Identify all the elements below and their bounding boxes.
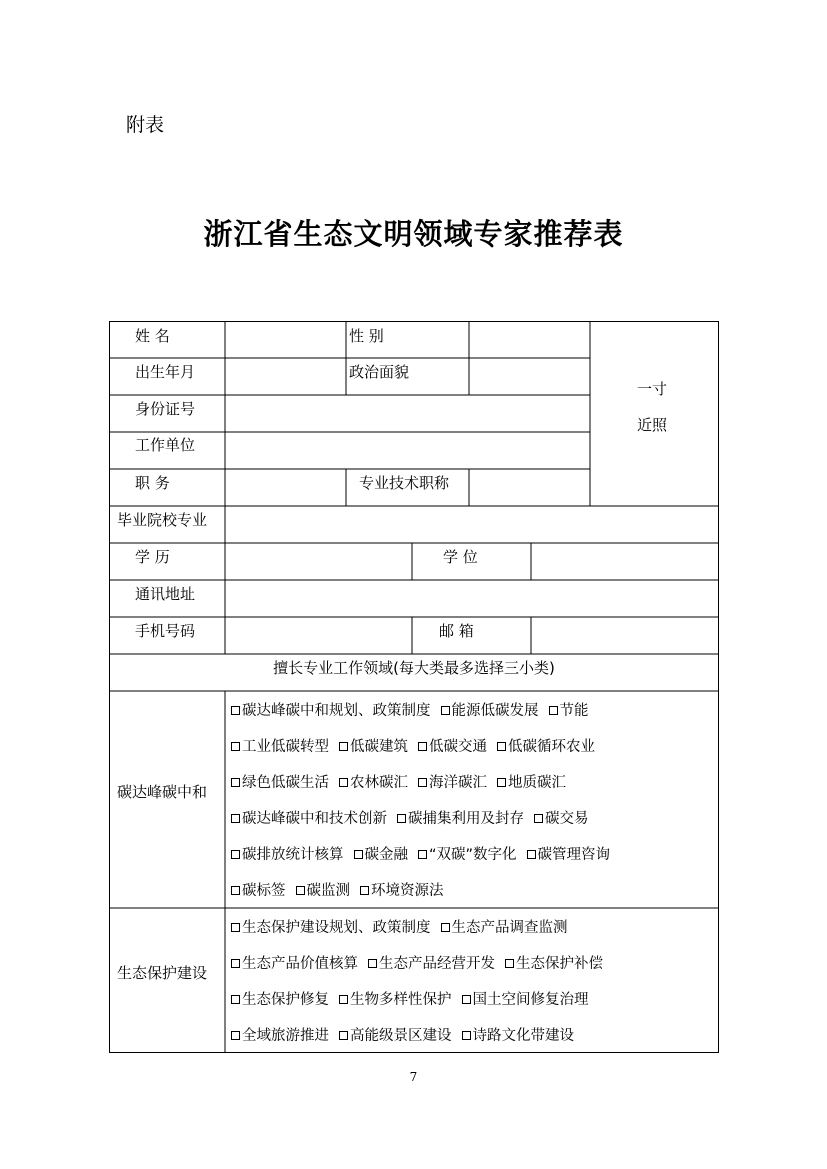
option-label: 碳监测 [306, 883, 350, 899]
label-name: 姓 名 [135, 327, 170, 345]
annex-label: 附表 [126, 114, 165, 136]
label-birth: 出生年月 [135, 363, 196, 381]
option-line [231, 773, 576, 793]
option-item[interactable] [441, 703, 539, 719]
option-item[interactable] [231, 775, 329, 791]
option-line [231, 701, 599, 721]
checkbox-icon[interactable] [339, 995, 348, 1004]
checkbox-icon[interactable] [231, 959, 240, 968]
option-item[interactable] [231, 992, 329, 1008]
label-graduated: 毕业院校专业 [117, 511, 208, 529]
category-ecology: 生态保护建设 [117, 964, 208, 982]
option-item[interactable] [360, 883, 444, 899]
option-item[interactable] [497, 775, 566, 791]
option-label: 绿色低碳生活 [242, 775, 329, 791]
checkbox-icon[interactable] [231, 886, 240, 895]
label-email: 邮 箱 [439, 622, 474, 640]
option-label: 海洋碳汇 [429, 775, 487, 791]
option-label: 生态保护建设规划、政策制度 [242, 920, 431, 936]
option-item[interactable] [296, 883, 351, 899]
option-line [231, 809, 599, 829]
option-label: 高能级景区建设 [350, 1028, 452, 1044]
option-line [231, 990, 599, 1010]
checkbox-icon[interactable] [231, 923, 240, 932]
checkbox-icon[interactable] [397, 814, 406, 823]
checkbox-icon[interactable] [231, 742, 240, 751]
option-item[interactable] [231, 811, 387, 827]
option-item[interactable] [462, 992, 589, 1008]
option-label: 碳管理咨询 [537, 847, 611, 863]
label-title-rank: 专业技术职称 [359, 474, 450, 492]
option-item[interactable] [527, 847, 611, 863]
checkbox-icon[interactable] [549, 706, 558, 715]
option-item[interactable] [462, 1028, 575, 1044]
option-item[interactable] [231, 883, 286, 899]
option-item[interactable] [354, 847, 409, 863]
option-line [231, 845, 620, 865]
checkbox-icon[interactable] [418, 850, 427, 859]
option-label: 碳捕集利用及封存 [408, 811, 524, 827]
option-item[interactable] [231, 847, 344, 863]
option-item[interactable] [505, 956, 603, 972]
form-grid [109, 321, 719, 1053]
label-address: 通讯地址 [135, 585, 196, 603]
checkbox-icon[interactable] [231, 850, 240, 859]
expertise-header: 擅长专业工作领域(每大类最多选择三小类) [273, 659, 555, 677]
checkbox-icon[interactable] [231, 778, 240, 787]
option-item[interactable] [441, 920, 568, 936]
option-line [231, 881, 454, 901]
checkbox-icon[interactable] [231, 995, 240, 1004]
label-phone: 手机号码 [135, 622, 196, 640]
option-label: 生态产品调查监测 [451, 920, 568, 936]
checkbox-icon[interactable] [231, 1031, 240, 1040]
checkbox-icon[interactable] [339, 742, 348, 751]
option-label: 国土空间修复治理 [472, 992, 589, 1008]
option-item[interactable] [231, 920, 431, 936]
option-item[interactable] [497, 739, 595, 755]
option-label: 节能 [559, 703, 589, 719]
option-label: 农林碳汇 [350, 775, 408, 791]
checkbox-icon[interactable] [418, 778, 427, 787]
option-label: 碳排放统计核算 [242, 847, 344, 863]
checkbox-icon[interactable] [418, 742, 427, 751]
label-education: 学 历 [135, 548, 170, 566]
option-item[interactable] [231, 1028, 329, 1044]
label-political: 政治面貌 [349, 363, 410, 381]
checkbox-icon[interactable] [534, 814, 543, 823]
option-label: 低碳交通 [429, 739, 487, 755]
option-item[interactable] [339, 992, 452, 1008]
option-label: 生态产品价值核算 [242, 956, 358, 972]
checkbox-icon[interactable] [368, 959, 377, 968]
label-gender: 性 别 [349, 327, 384, 345]
checkbox-icon[interactable] [497, 778, 506, 787]
option-item[interactable] [339, 775, 408, 791]
checkbox-icon[interactable] [339, 778, 348, 787]
option-item[interactable] [534, 811, 589, 827]
option-item[interactable] [549, 703, 589, 719]
label-degree: 学 位 [443, 548, 478, 566]
checkbox-icon[interactable] [497, 742, 506, 751]
label-position: 职 务 [135, 474, 170, 492]
page-number: 7 [409, 1070, 418, 1084]
checkbox-icon[interactable] [441, 923, 450, 932]
checkbox-icon[interactable] [441, 706, 450, 715]
checkbox-icon[interactable] [339, 1031, 348, 1040]
option-item[interactable] [397, 811, 524, 827]
option-item[interactable] [418, 775, 487, 791]
option-label: “双碳”数字化 [429, 847, 517, 863]
option-label: 生态保护修复 [242, 992, 329, 1008]
table-border [110, 322, 719, 1053]
option-item[interactable] [339, 739, 408, 755]
option-label: 生物多样性保护 [350, 992, 452, 1008]
option-item[interactable] [339, 1028, 452, 1044]
option-label: 地质碳汇 [508, 775, 566, 791]
category-carbon: 碳达峰碳中和 [117, 783, 208, 801]
option-label: 碳交易 [545, 811, 589, 827]
checkbox-icon[interactable] [231, 706, 240, 715]
option-label: 生态保护补偿 [516, 956, 603, 972]
option-line [231, 737, 605, 757]
checkbox-icon[interactable] [360, 886, 369, 895]
checkbox-icon[interactable] [462, 1031, 471, 1040]
option-label: 全域旅游推进 [242, 1028, 329, 1044]
option-item[interactable] [418, 739, 487, 755]
option-line [231, 1026, 584, 1046]
option-label: 环境资源法 [371, 883, 444, 899]
checkbox-icon[interactable] [462, 995, 471, 1004]
checkbox-icon[interactable] [296, 886, 305, 895]
checkbox-icon[interactable] [505, 959, 514, 968]
checkbox-icon[interactable] [527, 850, 536, 859]
page-title: 浙江省生态文明领域专家推荐表 [203, 217, 624, 251]
recommendation-form [109, 321, 719, 1053]
photo-line-2: 近照 [637, 416, 668, 434]
label-id-number: 身份证号 [135, 400, 196, 418]
option-item[interactable] [231, 956, 358, 972]
option-label: 碳标签 [242, 883, 286, 899]
checkbox-icon[interactable] [231, 814, 240, 823]
option-label: 碳金融 [364, 847, 408, 863]
option-label: 诗路文化带建设 [472, 1028, 574, 1044]
option-item[interactable] [368, 956, 495, 972]
option-label: 生态产品经营开发 [379, 956, 495, 972]
photo-line-1: 一寸 [637, 380, 668, 398]
label-employer: 工作单位 [135, 436, 196, 454]
option-label: 低碳建筑 [350, 739, 408, 755]
option-item[interactable] [418, 847, 517, 863]
option-label: 工业低碳转型 [242, 739, 329, 755]
option-item[interactable] [231, 703, 431, 719]
option-label: 能源低碳发展 [451, 703, 539, 719]
option-item[interactable] [231, 739, 329, 755]
checkbox-icon[interactable] [354, 850, 363, 859]
option-line [231, 918, 578, 938]
option-label: 碳达峰碳中和技术创新 [242, 811, 387, 827]
option-line [231, 954, 613, 974]
option-label: 碳达峰碳中和规划、政策制度 [242, 703, 431, 719]
option-label: 低碳循环农业 [508, 739, 595, 755]
